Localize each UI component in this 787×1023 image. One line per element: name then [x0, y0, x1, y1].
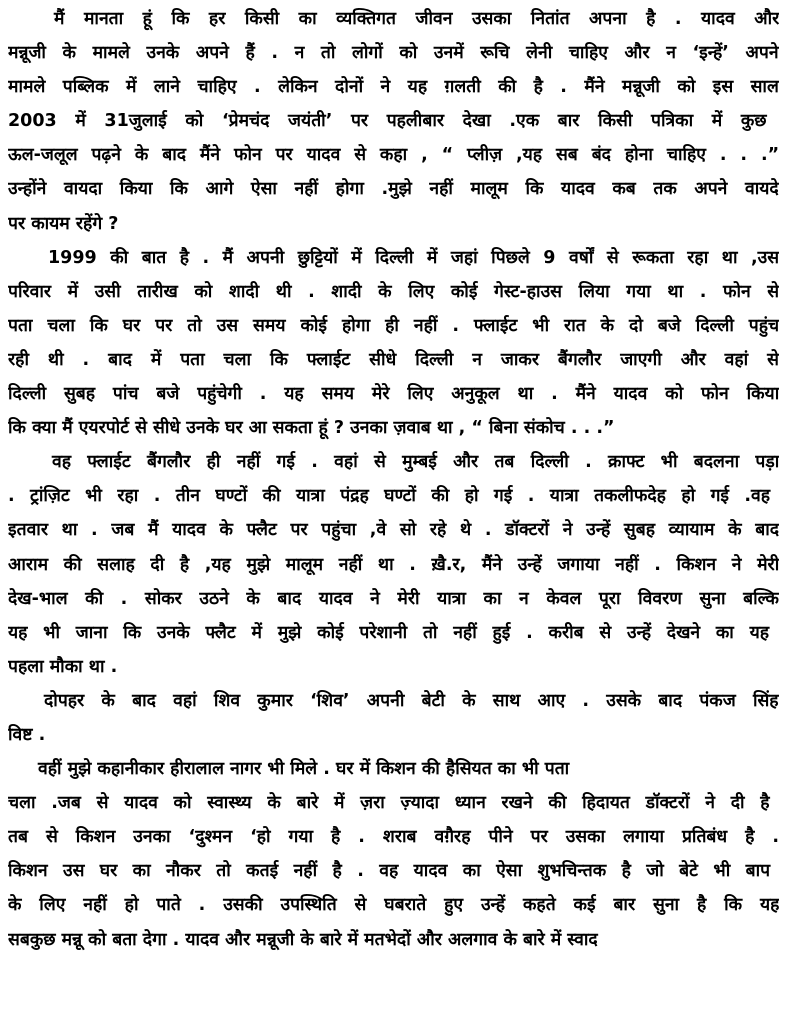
paragraph	[8, 752, 779, 957]
text-line: किशन उस घर का नौकर तो कतई नहीं है . वह यादव का ऐसा शुभचिन्तक है जो बेटे भी बाप	[8, 861, 771, 882]
text-line: सबकुछ मन्नू को बता देगा . यादव और मन्नूजी के बारे में मतभेदों और अलगाव के बारे में स्वाद	[8, 929, 598, 950]
text-line: विष्ट .	[8, 724, 46, 745]
text-line: पहला मौका था .	[8, 656, 118, 677]
text-line: 2003 में 31जुलाई को ‘प्रेमचंद जयंती’ पर पहलीबार देखा .एक बार किसी पत्रिका में कुछ	[8, 111, 767, 132]
text-line: आराम की सलाह दी है ,यह मुझे मालूम नहीं था . ख़ै.र, मैंने उन्हें जगाया नहीं . किशन ने मेरी	[8, 554, 779, 575]
text-line: दोपहर के बाद वहां शिव कुमार ‘शिव’ अपनी बेटी के साथ आए . उसके बाद पंकज सिंह	[44, 690, 779, 711]
text-line: के लिए नहीं हो पाते . उसकी उपस्थिति से घबराते हुए उन्हें कहते कई बार सुना है कि यह	[8, 895, 779, 916]
text-line: इतवार था . जब मैं यादव के फ्लैट पर पहुंचा ,वे सो रहे थे . डॉक्टरों ने उन्हें सुबह व्यायाम के बाद	[8, 520, 779, 541]
paragraph	[8, 684, 779, 752]
text-line: उन्होंने वायदा किया कि आगे ऐसा नहीं होगा .मुझे नहीं मालूम कि यादव कब तक अपने वायदे	[8, 179, 779, 200]
text-line: 1999 की बात है . मैं अपनी छुट्टियों में दिल्ली में जहां पिछले 9 वर्षों से रूकता रहा था ,उस	[48, 247, 779, 268]
text-line: कि क्या मैं एयरपोर्ट से सीधे उनके घर आ सकता हूं ? उनका ज़वाब था , “ बिना संकोच . . .”	[8, 418, 615, 439]
text-line: मन्नूजी के मामले उनके अपने हैं . न तो लोगों को उनमें रूचि लेनी चाहिए और न ‘इन्हें’ अपने	[8, 43, 779, 64]
text-line: यह भी जाना कि उनके फ्लैट में मुझे कोई परेशानी तो नहीं हुई . करीब से उन्हें देखने का यह	[8, 622, 770, 643]
document-page	[8, 2, 779, 957]
text-line: वहीं मुझे कहानीकार हीरालाल नागर भी मिले . घर में किशन की हैसियत का भी पता	[38, 759, 570, 780]
text-line: दिल्ली सुबह पांच बजे पहुंचेगी . यह समय मेरे लिए अनुकूल था . मैंने यादव को फोन किया	[8, 384, 779, 405]
text-line: परिवार में उसी तारीख को शादी थी . शादी के लिए कोई गेस्ट-हाउस लिया गया था . फोन से	[8, 281, 779, 302]
text-line: चला .जब से यादव को स्वास्थ्य के बारे में ज़रा ज़्यादा ध्यान रखने की हिदायत डॉक्टरों ने दी है	[8, 793, 770, 814]
text-line: . ट्रांज़िट भी रहा . तीन घण्टों की यात्रा पंद्रह घण्टों की हो गई . यात्रा तकलीफदेह हो गई .वह	[8, 486, 771, 507]
text-line: तब से किशन उनका ‘दुश्मन ‘हो गया है . शराब वग़ैरह पीने पर उसका लगाया प्रतिबंध है .	[8, 827, 779, 848]
paragraph	[8, 241, 779, 446]
text-line: पता चला कि घर पर तो उस समय कोई होगा ही नहीं . फ्लाईट भी रात के दो बजे दिल्ली पहुंच	[8, 315, 779, 336]
text-line: पर कायम रहेंगे ?	[8, 213, 119, 234]
text-line: ऊल-जलूल पढ़ने के बाद मैंने फोन पर यादव से कहा , “ प्लीज़ ,यह सब बंद होना चाहिए . . .”	[8, 145, 779, 166]
text-line: रही थी . बाद में पता चला कि फ्लाईट सीधे दिल्ली न जाकर बैंगलौर जाएगी और वहां से	[8, 349, 779, 370]
paragraph	[8, 2, 779, 241]
text-line: वह फ्लाईट बैंगलौर ही नहीं गई . वहां से मुम्बई और तब दिल्ली . क्राफ्ट भी बदलना पड़ा	[52, 452, 779, 473]
paragraph	[8, 445, 779, 684]
text-line: मैं मानता हूं कि हर किसी का व्यक्तिगत जीवन उसका नितांत अपना है . यादव और	[54, 9, 779, 29]
text-line: देख-भाल की . सोकर उठने के बाद यादव ने मेरी यात्रा का न केवल पूरा विवरण सुना बल्कि	[8, 588, 779, 609]
text-line: मामले पब्लिक में लाने चाहिए . लेकिन दोनों ने यह ग़लती की है . मैंने मन्नूजी को इस साल	[8, 77, 779, 98]
